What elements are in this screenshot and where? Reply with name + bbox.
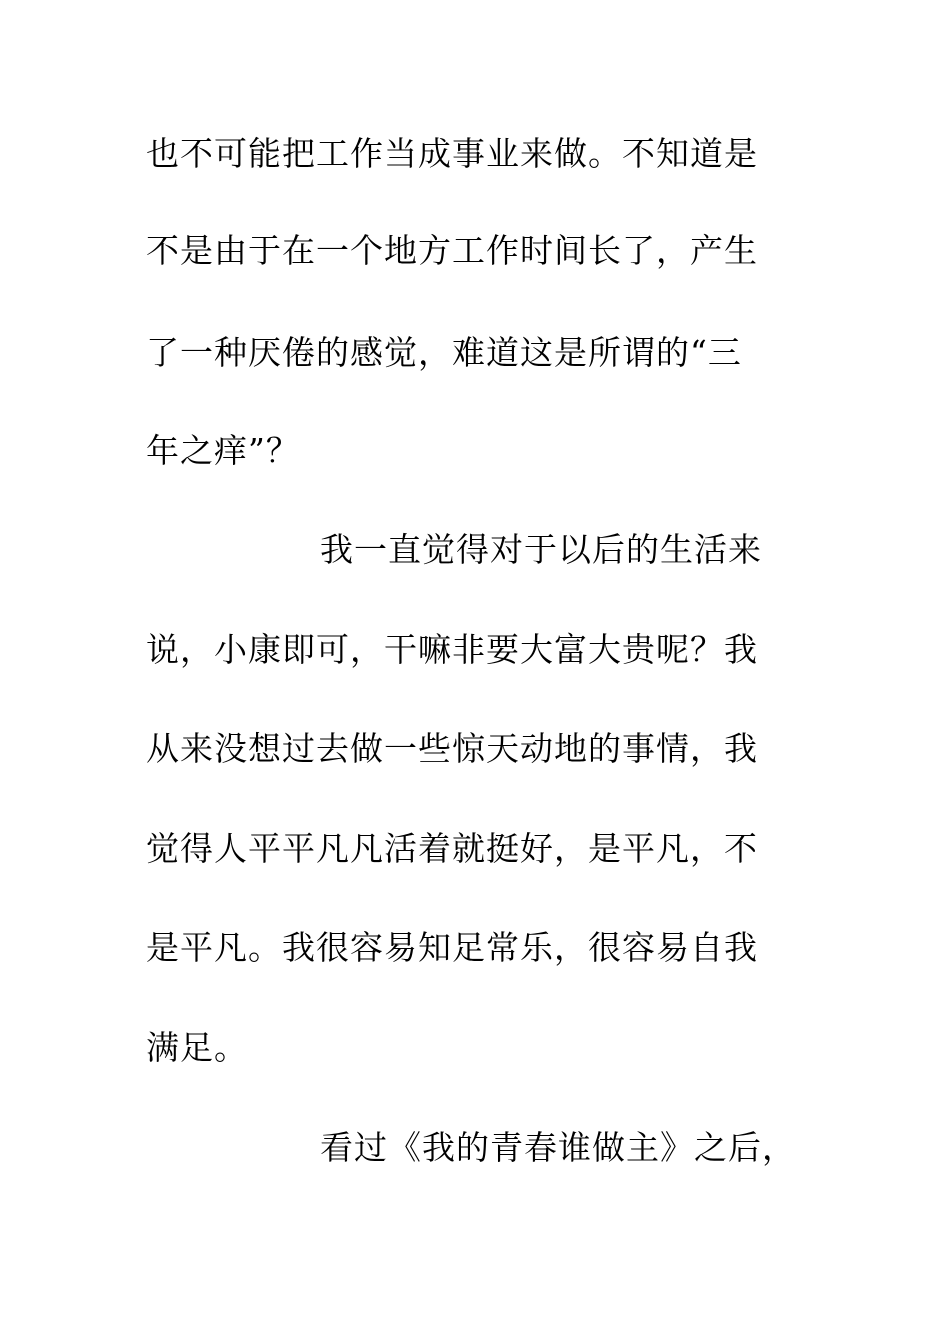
paragraph-start-line-11: 看过《我的青春谁做主》之后，: [320, 1128, 796, 1167]
paragraph-start-line-5: 我一直觉得对于以后的生活来: [320, 530, 762, 569]
text-line-3: 了一种厌倦的感觉，难道这是所谓的“三: [146, 333, 742, 372]
text-line-2: 不是由于在一个地方工作时间长了，产生: [146, 231, 758, 270]
text-line-4: 年之痒”？: [146, 431, 300, 470]
text-line-7: 从来没想过去做一些惊天动地的事情，我: [146, 729, 758, 768]
text-line-6: 说，小康即可，干嘛非要大富大贵呢？我: [146, 630, 758, 669]
text-line-1: 也不可能把工作当成事业来做。不知道是: [146, 134, 758, 173]
text-line-10: 满足。: [146, 1028, 248, 1067]
text-line-9: 是平凡。我很容易知足常乐，很容易自我: [146, 928, 758, 967]
text-line-8: 觉得人平平凡凡活着就挺好，是平凡，不: [146, 829, 758, 868]
